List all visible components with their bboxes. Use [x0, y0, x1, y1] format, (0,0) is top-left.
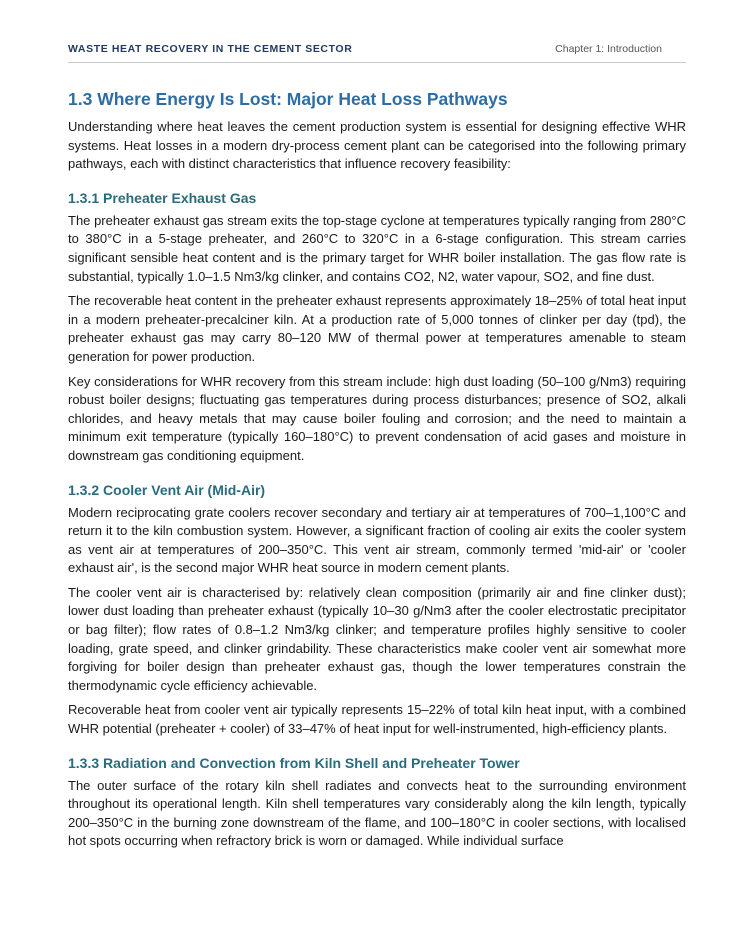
page-content [68, 88, 686, 857]
paragraph: Key considerations for WHR recovery from this stream include: high dust loading (50–100 g/Nm3) requiring robust boiler designs; fluctuating gas temperatures during process disturbances; presence of SO2, alkali chlorides, and heavy metals that may cause boiler fouling and corrosion; and the need to maintain a minimum exit temperature (typically 160–180°C) to prevent condensation of acid gases and moisture in downstream gas conditioning equipment. [68, 373, 686, 463]
paragraph: The outer surface of the rotary kiln shell radiates and convects heat to the surrounding environment throughout its operational length. Kiln shell temperatures vary considerably along the kiln length, typically 200–350°C in the burning zone downstream of the flame, and 100–180°C in cooler sections, with localised hot spots occurring when refractory brick is worn or damaged. While individual surface [68, 777, 686, 849]
subsection-heading: 1.3.2 Cooler Vent Air (Mid-Air) [68, 481, 266, 498]
running-header-chapter: Chapter 1: Introduction [555, 43, 662, 55]
section-intro: Understanding where heat leaves the cement production system is essential for designing effective WHR systems. Heat losses in a modern dry-process cement plant can be categorised into the following primary pathways, each with distinct characteristics that influence recovery feasibility: [68, 119, 686, 172]
running-header-title: WASTE HEAT RECOVERY IN THE CEMENT SECTOR [68, 43, 353, 55]
subsection-preheater-exhaust [68, 189, 686, 466]
section-title: 1.3 Where Energy Is Lost: Major Heat Loss Pathways [68, 89, 508, 109]
paragraph: Modern reciprocating grate coolers recover secondary and tertiary air at temperatures of 700–1,100°C and return it to the kiln combustion system. However, a significant fraction of cooling air exits the cooler system as vent air at temperatures of 200–350°C. This vent air stream, commonly termed 'mid-air' or 'cooler exhaust air', is the second major WHR heat source in modern cement plants. [68, 504, 686, 576]
subsection-heading: 1.3.1 Preheater Exhaust Gas [68, 189, 257, 206]
subsection-heading: 1.3.3 Radiation and Convection from Kiln Shell and Preheater Tower [68, 754, 520, 771]
paragraph: The preheater exhaust gas stream exits the top-stage cyclone at temperatures typically ranging from 280°C to 380°C in a 5-stage preheater, and 260°C to 320°C in a 6-stage configuration. This stream carries significant sensible heat content and is the primary target for WHR boiler installation. The gas flow rate is substantial, typically 1.0–1.5 Nm3/kg clinker, and contains CO2, N2, water vapour, SO2, and fine dust. [68, 212, 686, 284]
paragraph: The cooler vent air is characterised by: relatively clean composition (primarily air and fine clinker dust); lower dust loading than preheater exhaust (typically 10–30 g/Nm3 after the cooler electrostatic precipitator or bag filter); flow rates of 0.8–1.2 Nm3/kg clinker; and temperature profiles highly sensitive to cooler loading, grate speed, and clinker grindability. These characteristics make cooler vent air somewhat more forgiving for boiler design than preheater exhaust gas, though the lower temperatures constrain the thermodynamic cycle efficiency achievable. [68, 584, 686, 693]
paragraph: Recoverable heat from cooler vent air typically represents 15–22% of total kiln heat input, with a combined WHR potential (preheater + cooler) of 33–47% of heat input for well-instrumented, high-efficiency plants. [68, 702, 686, 737]
subsection-cooler-vent-air [68, 481, 686, 739]
paragraph: The recoverable heat content in the preheater exhaust represents approximately 18–25% of total heat input in a modern preheater-precalciner kiln. At a production rate of 5,000 tonnes of clinker per day (tpd), the preheater exhaust gas may carry 80–120 MW of thermal power at temperatures amenable to steam generation for power production. [68, 293, 686, 364]
subsection-kiln-shell-radiation [68, 754, 686, 851]
running-header [68, 40, 686, 63]
